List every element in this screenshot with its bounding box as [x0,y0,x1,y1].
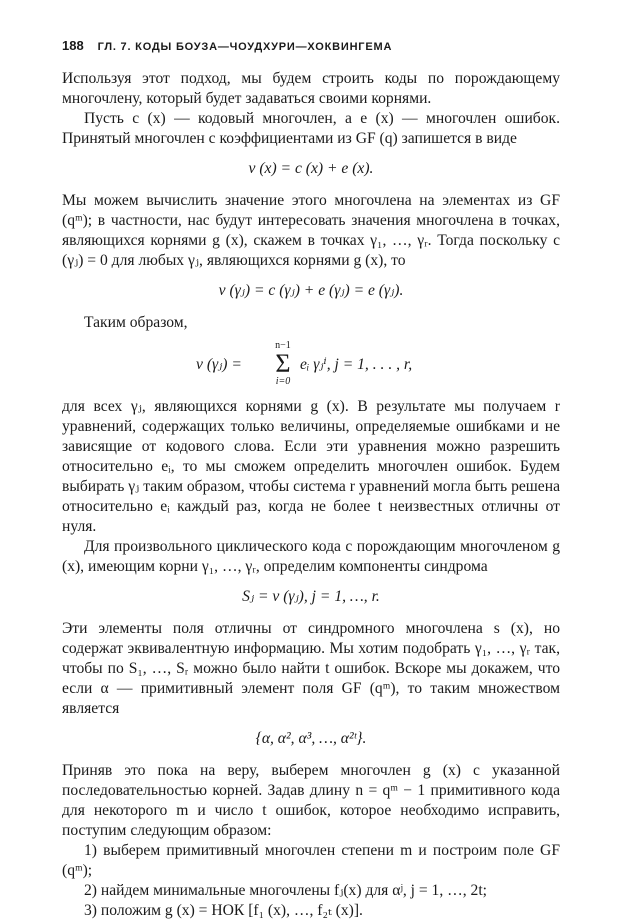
list-item: 2) найдем минимальные многочлены fⱼ(x) для αʲ, j = 1, …, 2t; [84,882,487,899]
formula-root-set: {α, α², α³, …, α²ᵗ}. [255,730,367,747]
sigma-lower-limit: i=0 [275,376,291,387]
sigma-sign: Σ [275,349,291,378]
paragraph-4: Таким образом, [84,314,188,331]
list-item: 3) положим g (x) = НОК [f₁ (x), …, f₂ₜ (x)]. [84,902,363,919]
page-number: 188 [62,38,84,53]
paragraph-6: Для произвольного циклического кода с порождающим многочленом g (x), имеющим корни γ₁, …, γᵣ, определим компоненты синдрома [62,538,560,575]
formula-sum [62,337,560,391]
running-header [62,38,560,53]
paragraph-7: Эти элементы поля отличны от синдромного многочлена s (x), но содержат эквивалентную информацию. Мы хотим подобрать γ₁, …, γᵣ так, чтобы по S₁, …, Sᵣ можно было найти t ошибок. Вскоре мы докажем, что если α — примитивный элемент поля GF (qᵐ), то таким множеством является [62,620,560,717]
sigma-symbol [270,341,296,387]
book-page [62,38,560,921]
paragraph-5: для всех γⱼ, являющихся корнями g (x). В результате мы получаем r уравнений, содержащих только величины, определяемые ошибками и не зависящие от кодового слова. Если эти уравнения можно разрешить относительно eᵢ, то мы сможем определить многочлен ошибок. Будем выбирать γⱼ таким образом, чтобы система r уравнений могла быть решена относительно eᵢ каждый раз, когда не более t неизвестных отличны от нуля. [62,398,560,535]
formula-sum-lhs: v (γⱼ) = [196,356,242,373]
paragraph-3: Мы можем вычислить значение этого многочлена на элементах из GF (qᵐ); в частности, нас будут интересовать значения многочлена в точках, являющихся корнями g (x), скажем в точках γ₁, …, γᵣ. Тогда поскольку c (γⱼ) = 0 для любых γⱼ, являющихся корнями g (x), то [62,192,560,269]
list-item: 1) выберем примитивный многочлен степени m и построим поле GF (qᵐ); [62,842,560,879]
paragraph-8: Приняв это пока на веру, выберем многочлен g (x) с указанной последовательностью корней. Задав длину n = qᵐ − 1 примитивного кода для некоторого m и число t ошибок, которое необходимо исправить, поступим следующим образом: [62,762,560,839]
paragraph-2: Пусть c (x) — кодовый многочлен, а e (x) — многочлен ошибок. Принятый многочлен с коэффициентами из GF (q) запишется в виде [62,110,560,147]
formula-syndrome-components: Sⱼ = v (γⱼ), j = 1, …, r. [242,588,380,605]
formula-received-polynomial: v (x) = c (x) + e (x). [248,160,374,177]
formula-sum-rhs: eᵢ γⱼⁱ, j = 1, . . . , r, [300,356,413,373]
formula-syndrome-evaluation: v (γⱼ) = c (γⱼ) + e (γⱼ) = e (γⱼ). [218,282,404,299]
running-title: ГЛ. 7. КОДЫ БОУЗА—ЧОУДХУРИ—ХОКВИНГЕМА [97,41,393,53]
sigma-upper-limit: n−1 [275,340,291,351]
paragraph-1: Используя этот подход, мы будем строить коды по порождающему многочлену, который будет задаваться своими корнями. [62,70,560,107]
procedure-list [62,841,560,921]
